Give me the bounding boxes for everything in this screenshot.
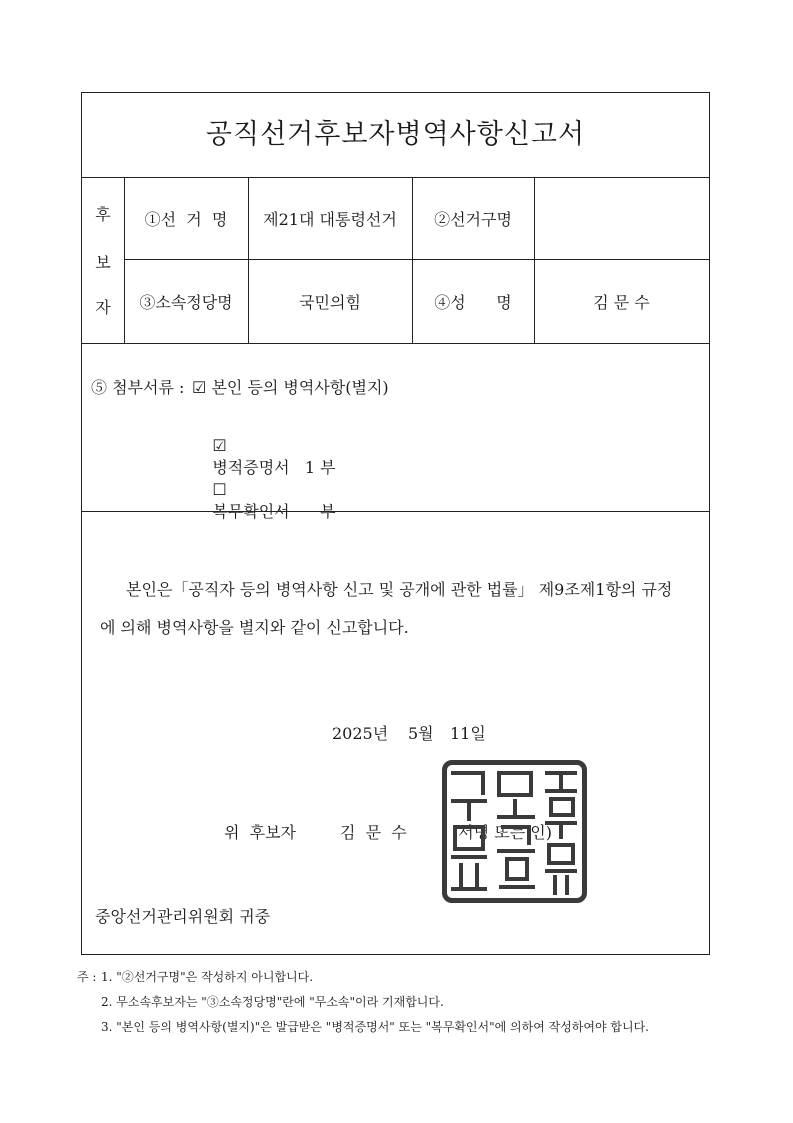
election-name-value: 제21대 대통령선거 xyxy=(263,209,397,229)
recipient: 중앙선거관리위원회 귀중 xyxy=(95,907,271,926)
attachment-text: 복무확인서 부 xyxy=(212,502,336,521)
footnote-item: 2. 무소속후보자는 "③소속정당명"란에 "무소속"이라 기재합니다. xyxy=(101,995,444,1009)
official-seal-stamp xyxy=(442,760,587,903)
checkbox-empty-icon: ☐ xyxy=(212,480,227,499)
attachment-text: 본인 등의 병역사항(별지) xyxy=(211,378,389,397)
attachment-item xyxy=(192,461,336,541)
party-label: ③소속정당명 xyxy=(139,292,233,312)
candidate-label-char: 후 xyxy=(95,205,111,224)
district-name-value xyxy=(534,177,709,259)
checkbox-checked-icon: ☑ xyxy=(212,436,227,455)
attachment-text: 병적증명서 1 부 xyxy=(212,458,336,477)
attachment-item xyxy=(192,375,389,398)
attachments-label: ⑤ 첨부서류 : xyxy=(91,378,185,397)
name-label: ④성 명 xyxy=(434,292,512,312)
section-divider xyxy=(82,511,709,512)
election-name-label: ①선 거 명 xyxy=(144,209,228,229)
date-year: 2025년 xyxy=(332,724,389,743)
table-bottom-line xyxy=(82,343,709,344)
signature-sign-text: (서명 또는 인) xyxy=(452,823,552,842)
footnote-item: 주 : 1. "②선거구명"은 작성하지 아니합니다. xyxy=(77,965,649,990)
checkbox-checked-icon: ☑ xyxy=(192,378,207,397)
date-day: 11일 xyxy=(450,724,486,743)
candidate-label-char: 자 xyxy=(95,298,111,317)
candidate-label-char: 보 xyxy=(95,253,111,272)
declaration-form xyxy=(81,92,710,955)
signature-label: 위 후보자 xyxy=(224,823,296,842)
party-value: 국민의힘 xyxy=(299,292,361,312)
footnote-prefix: 주 : xyxy=(77,970,97,984)
footnotes xyxy=(77,965,649,1040)
signature-name: 김 문 수 xyxy=(340,823,407,842)
name-value: 김 문 수 xyxy=(593,292,650,312)
form-title: 공직선거후보자병역사항신고서 xyxy=(205,119,586,150)
footnote-item: 3. "본인 등의 병역사항(별지)"은 발급받은 "병적증명서" 또는 "복무확인서"에 의하여 작성하여야 합니다. xyxy=(101,1020,649,1034)
district-name-label: ②선거구명 xyxy=(434,209,512,229)
date-month: 5월 xyxy=(408,724,434,743)
declaration-line-2: 에 의해 병역사항을 별지와 같이 신고합니다. xyxy=(100,618,409,637)
declaration-line-1: 본인은「공직자 등의 병역사항 신고 및 공개에 관한 법률」 제9조제1항의 규정 xyxy=(126,580,673,599)
seal-glyphs-icon xyxy=(447,765,582,898)
